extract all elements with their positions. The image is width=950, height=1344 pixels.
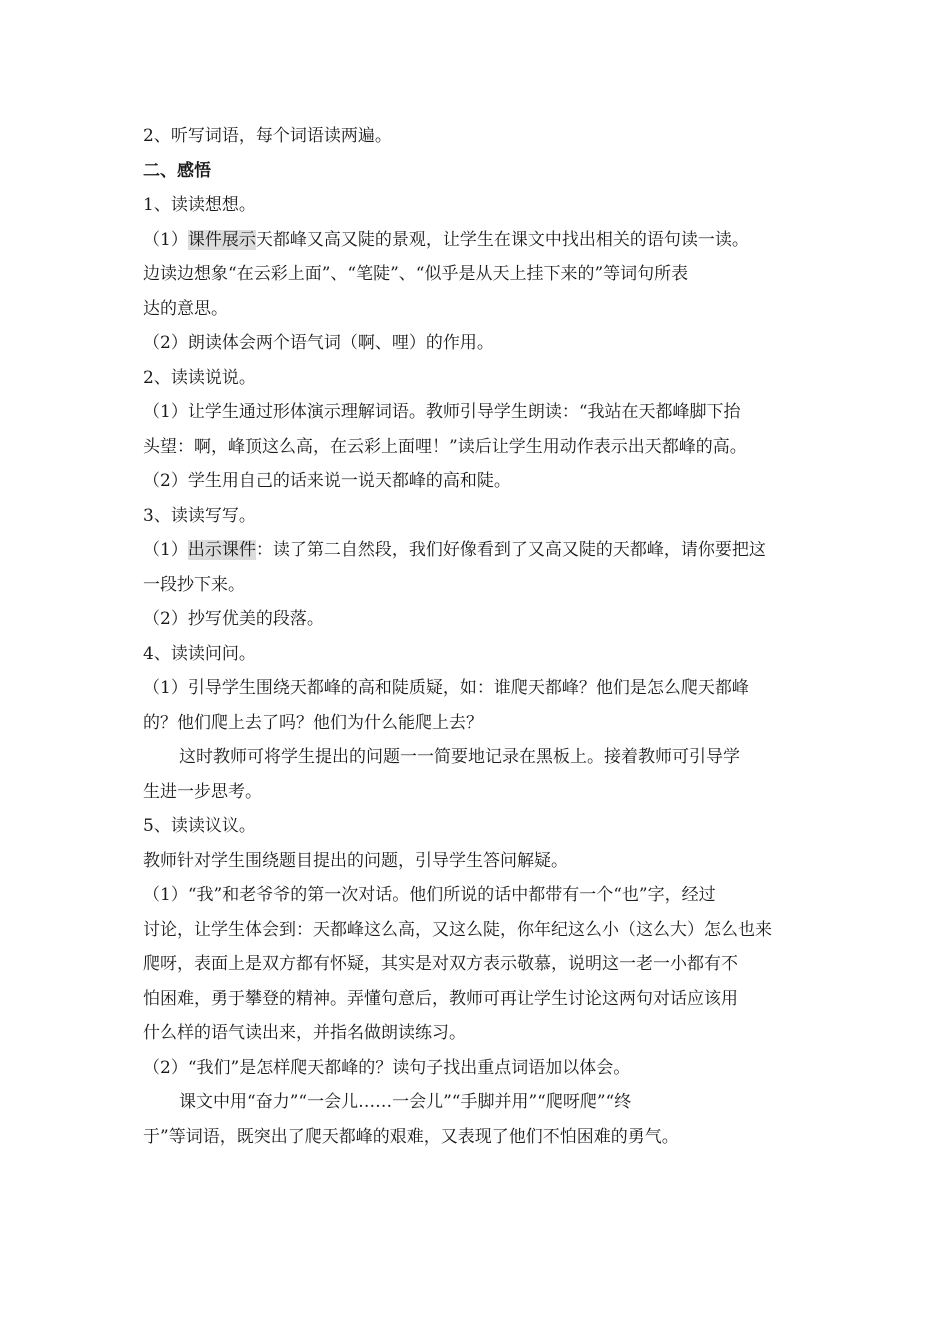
text-line-4-1: （1）引导学生围绕天都峰的高和陡质疑，如：谁爬天都峰？他们是怎么爬天都峰 (143, 678, 749, 698)
text-line-step4: 4、读读问问。 (143, 643, 256, 664)
highlighted-term: 课件展示 (187, 229, 256, 250)
text-line: 什么样的语气读出来，并指名做朗读练习。 (143, 1023, 466, 1043)
line-text: ：读了第二自然段，我们好像看到了又高又陡的天都峰，请你要把这 (255, 540, 766, 560)
text-line: 讨论，让学生体会到：天都峰这么高，又这么陡，你年纪这么小（这么大）怎么也来 (143, 919, 772, 940)
text-line: 达的意思。 (143, 298, 228, 319)
line-text: 天都峰又高又陡的景观，让学生在课文中找出相关的语句读一读。 (255, 229, 749, 250)
text-line-2-1: （1）让学生通过形体演示理解词语。教师引导学生朗读：“我站在天都峰脚下抬 (143, 402, 741, 422)
text-line-indented: 课文中用“奋力”“一会儿……一会儿”“手脚并用”“爬呀爬”“终 (179, 1092, 632, 1112)
text-line-1-2: （2）朗读体会两个语气词（啊、哩）的作用。 (143, 333, 494, 353)
text-line-step2: 2、读读说说。 (143, 367, 256, 388)
text-line-5-1: （1）“我”和老爷爷的第一次对话。他们所说的话中都带有一个“也”字，经过 (143, 885, 716, 905)
text-line-step3: 3、读读写写。 (143, 505, 256, 526)
text-line: 的？他们爬上去了吗？他们为什么能爬上去？ (143, 712, 483, 733)
text-line: 头望：啊，峰顶这么高，在云彩上面哩！”读后让学生用动作表示出天都峰的高。 (143, 436, 747, 457)
text-line: 一段抄下来。 (143, 574, 245, 595)
text-line: 于”等词语，既突出了爬天都峰的艰难，又表现了他们不怕困难的勇气。 (143, 1126, 679, 1147)
text-line: 教师针对学生围绕题目提出的问题，引导学生答问解疑。 (143, 850, 568, 871)
text-line-dictation: 2、听写词语，每个词语读两遍。 (143, 126, 392, 146)
text-line-5-2: （2）“我们”是怎样爬天都峰的？读句子找出重点词语加以体会。 (143, 1057, 631, 1078)
item-prefix: （1） (143, 229, 188, 250)
section-heading-ganwu: 二、感悟 (143, 160, 211, 181)
text-line-3-2: （2）抄写优美的段落。 (143, 609, 324, 629)
text-line: 怕困难，勇于攀登的精神。弄懂句意后，教师可再让学生讨论这两句对话应该用 (143, 988, 738, 1009)
text-line-2-2: （2）学生用自己的话来说一说天都峰的高和陡。 (143, 471, 511, 491)
text-line-1-1 (143, 223, 810, 258)
text-line-3-1 (143, 533, 810, 568)
text-line: 生进一步思考。 (143, 781, 262, 802)
text-line: 爬呀，表面上是双方都有怀疑，其实是对双方表示敬慕，说明这一老一小都有不 (143, 954, 738, 974)
item-prefix: （1） (143, 540, 188, 560)
text-line-indented: 这时教师可将学生提出的问题一一简要地记录在黑板上。接着教师可引导学 (179, 747, 740, 767)
text-line: 边读边想象“在云彩上面”、“笔陡”、“似乎是从天上挂下来的”等词句所表 (143, 264, 689, 284)
text-line-step5: 5、读读议议。 (143, 816, 256, 836)
highlighted-term: 出示课件 (187, 540, 256, 560)
text-line-step1: 1、读读想想。 (143, 195, 256, 215)
